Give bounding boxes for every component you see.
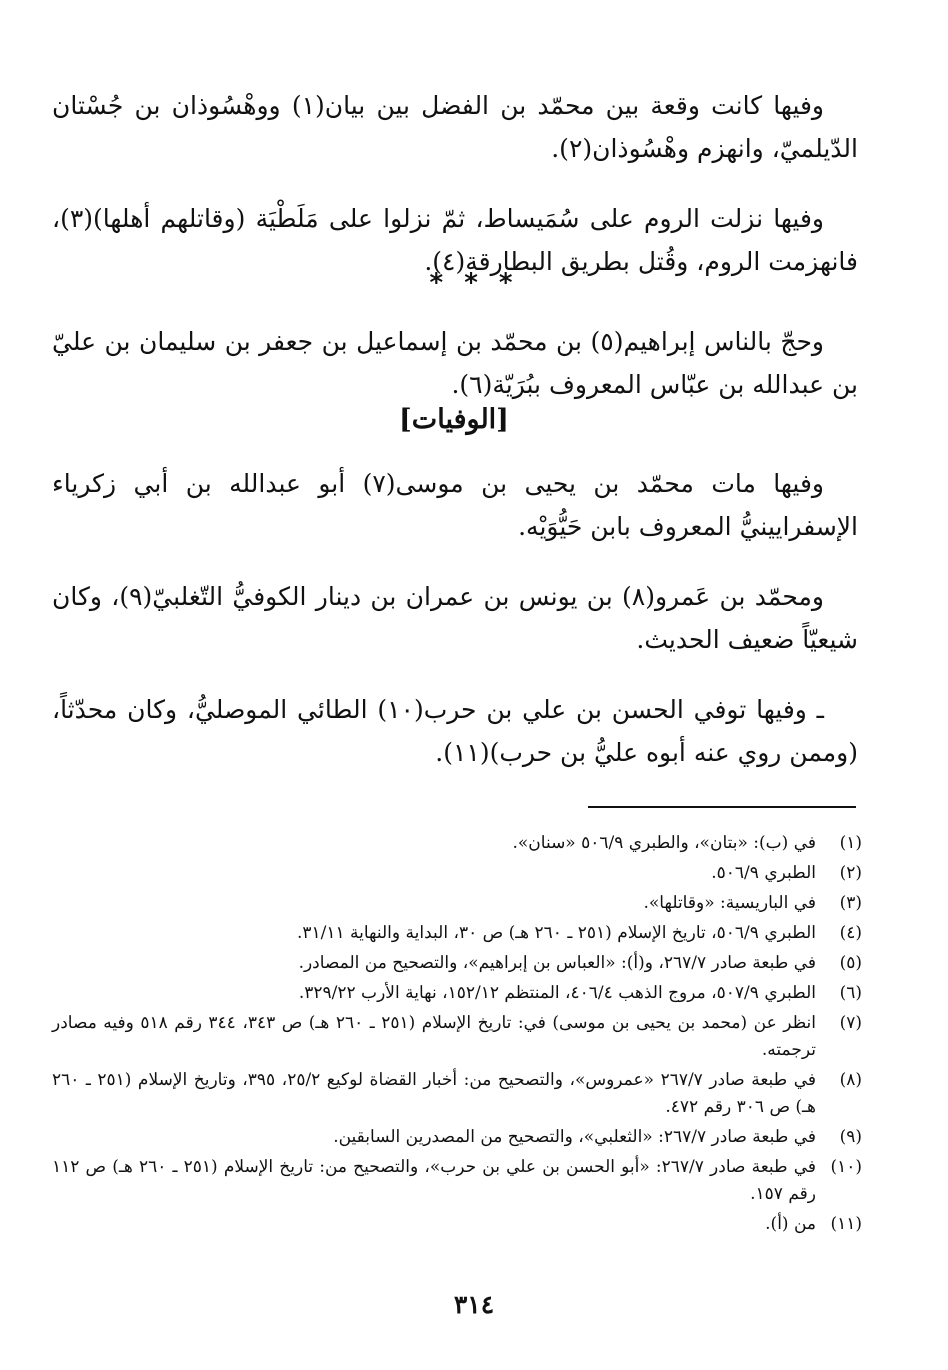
paragraph: وفيها كانت وقعة بين محمّد بن الفضل بين بيان(١) ووهْسُوذان بن جُسْتان الدّيلميّ، وانهزم وهْسُوذان(٢). [52, 91, 858, 163]
footnote [52, 950, 862, 977]
footnote [52, 920, 862, 947]
footnote [52, 830, 862, 857]
footnote-text: الطبري ٥٠٦/٩، تاريخ الإسلام (٢٥١ ـ ٢٦٠ هـ) ص ٣٠، البداية والنهاية ٣١/١١. [296, 923, 816, 943]
footnote-number: (١٠) [830, 1157, 862, 1177]
footnote-divider [588, 806, 856, 808]
footnote-text: الطبري ٥٠٦/٩. [711, 863, 816, 883]
footnote-text: انظر عن (محمد بن يحيى بن موسى) في: تاريخ الإسلام (٢٥١ ـ ٢٦٠ هـ) ص ٣٤٣، ٣٤٤ رقم ٥١٨ وفيه مصادر ترجمته. [52, 1013, 816, 1060]
footnote [52, 980, 862, 1007]
paragraph: ومحمّد بن عَمرو(٨) بن يونس بن عمران بن دينار الكوفيُّ التّغلبيّ(٩)، وكان شيعيّاً ضعيف الحديث. [52, 582, 858, 654]
footnote-text: في طبعة صادر ٢٦٧/٧: «الثعلبي»، والتصحيح من المصدرين السابقين. [333, 1127, 816, 1147]
paragraph: وفيها مات محمّد بن يحيى بن موسى(٧) أبو عبدالله بن أبي زكرياء الإسفرايينيُّ المعروف بابن حَيُّوَيْه. [52, 469, 858, 541]
footnote-number: (١) [839, 833, 862, 853]
footnote-number: (٨) [839, 1070, 862, 1090]
footnote-number: (٤) [839, 923, 862, 943]
footnote-text: من (أ). [765, 1214, 816, 1234]
footnote-number: (٧) [839, 1013, 862, 1033]
footnote-text: في الباريسية: «وقاتلها». [643, 893, 816, 913]
footnote-number: (٥) [839, 953, 862, 973]
footnote [52, 860, 862, 887]
section-separator: * * * [429, 268, 519, 298]
footnote [52, 1124, 862, 1151]
footnote-text: في طبعة صادر ٢٦٧/٧، و(أ): «العباس بن إبراهيم»، والتصحيح من المصادر. [298, 953, 816, 973]
footnote-text: الطبري ٥٠٧/٩، مروج الذهب ٤٠٦/٤، المنتظم ١٥٢/١٢، نهاية الأرب ٣٢٩/٢٢. [298, 983, 816, 1003]
footnote [52, 1154, 862, 1208]
footnote-number: (٣) [839, 893, 862, 913]
section-heading: [الوفيات] [399, 404, 509, 435]
footnote-text: في طبعة صادر ٢٦٧/٧ «عمروس»، والتصحيح من: أخبار القضاة لوكيع ٢٥/٢، ٣٩٥، وتاريخ الإسلام (٢٥١ ـ ٢٦٠ هـ) ص ٣٠٦ رقم ٤٧٢. [52, 1070, 816, 1117]
footnote-text: في (ب): «بتان»، والطبري ٥٠٦/٩ «سنان». [512, 833, 816, 853]
footnote [52, 1067, 862, 1121]
footnote [52, 1211, 862, 1238]
footnote-number: (١١) [830, 1214, 862, 1234]
paragraph: وحجّ بالناس إبراهيم(٥) بن محمّد بن إسماعيل بن جعفر بن سليمان بن عليّ بن عبدالله بن عبّاس المعروف ببُرَيّة(٦). [52, 327, 858, 399]
footnote [52, 1010, 862, 1064]
paragraph: وفيها نزلت الروم على سُمَيساط، ثمّ نزلوا على مَلَطْيَة (وقاتلهم أهلها)(٣)، فانهزمت الروم، وقُتل بطريق البطارقة(٤). [52, 204, 858, 276]
footnote [52, 890, 862, 917]
footnote-number: (٦) [839, 983, 862, 1003]
page-number: ٣١٤ [453, 1290, 495, 1319]
footnote-text: في طبعة صادر ٢٦٧/٧: «أبو الحسن بن علي بن حرب»، والتصحيح من: تاريخ الإسلام (٢٥١ ـ ٢٦٠ هـ) ص ١١٢ رقم ١٥٧. [52, 1157, 816, 1204]
footnote-number: (٩) [839, 1127, 862, 1147]
main-text-deaths [52, 462, 858, 801]
paragraph: ـ وفيها توفي الحسن بن علي بن حرب(١٠) الطائي الموصليُّ، وكان محدّثاً، (وممن روي عنه أبوه عليُّ بن حرب)(١١). [52, 695, 858, 767]
footnote-number: (٢) [839, 863, 862, 883]
footnotes [52, 830, 862, 1241]
